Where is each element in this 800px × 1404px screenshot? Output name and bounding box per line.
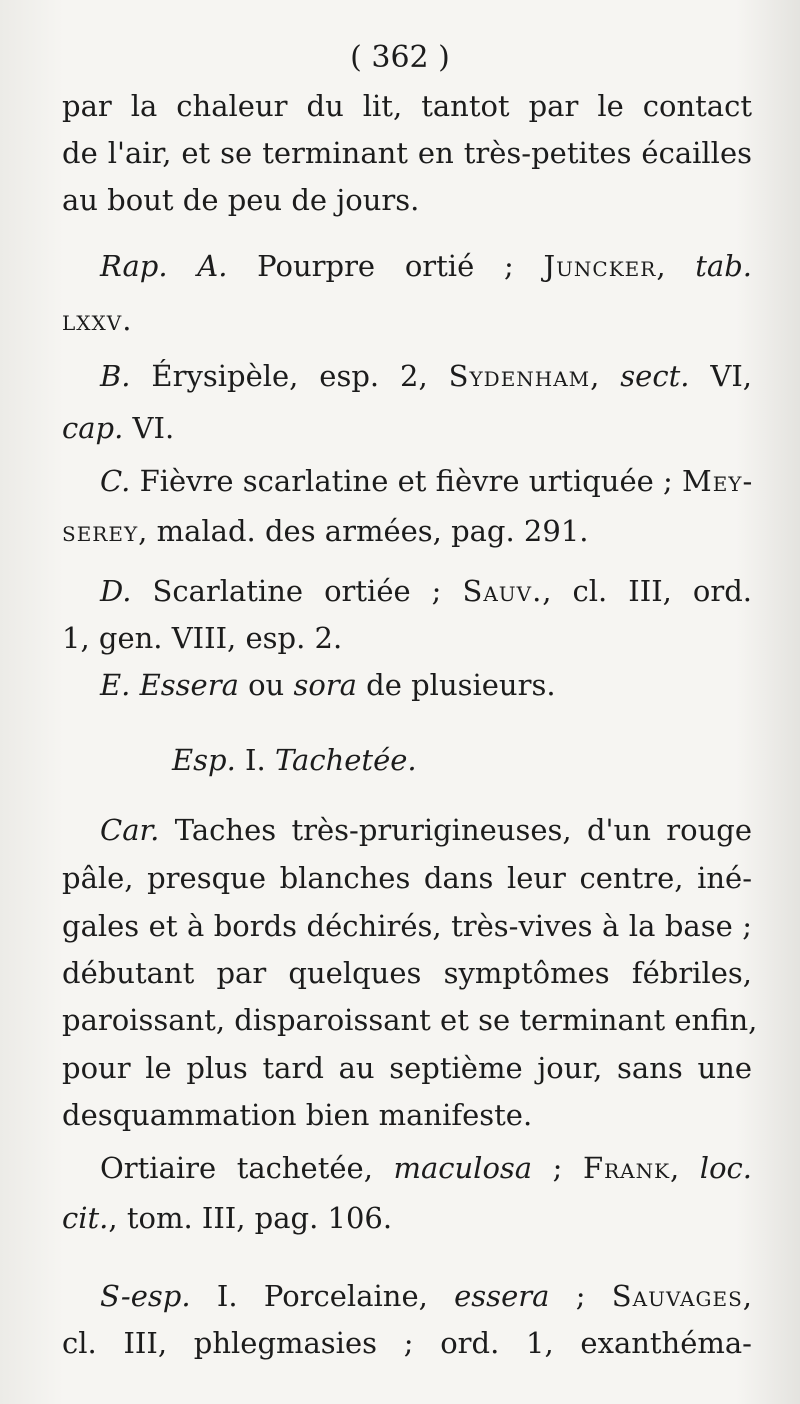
text-run: Pourpre ortié ; [227,249,544,283]
text-run: sect. [620,359,690,393]
text-run: E. [100,668,131,702]
text-run: maculosa [393,1151,533,1185]
text-run: I. Porcelaine, [190,1279,455,1313]
text-run: Sauvages [611,1279,743,1313]
text-run: 1, gen. VIII, esp. 2. [62,621,343,655]
text-run: Ortiaire tachetée, [100,1151,394,1185]
text-run: , [742,1279,752,1313]
text-line [62,860,752,896]
text-run: Mey- [682,464,754,498]
text-run: loc. [699,1151,752,1185]
text-run: Essera [139,668,239,702]
text-run: , [670,1151,700,1185]
text-line [62,410,752,446]
text-line [62,620,752,656]
text-run: Taches très-prurigineuses, d'un rouge [159,813,752,847]
text-run: S-esp. [100,1279,191,1313]
text-run: Esp. [172,743,236,777]
text-line [62,135,752,171]
text-run: Rap. A. [100,249,228,283]
text-run: D. [100,574,132,608]
text-line [62,1097,752,1133]
text-run: paroissant, disparoissant et se terminant enfin, [62,1003,758,1037]
page-number: ( 362 ) [350,40,450,75]
text-run: cap. [62,411,124,445]
text-run: essera [454,1279,550,1313]
text-line [62,358,752,394]
text-run: Scarlatine ortiée ; [131,574,463,608]
text-line [62,573,752,609]
text-run: , tom. III, pag. 106. [108,1201,393,1235]
text-run: I. [235,743,275,777]
text-run: sora [293,668,357,702]
text-run: pour le plus tard au septième jour, sans une [62,1051,752,1085]
text-run: cl. III, phlegmasies ; ord. 1, exanthéma- [62,1326,752,1360]
text-run: Juncker [543,249,657,283]
text-run: serey [62,514,139,548]
text-line [62,1325,752,1361]
text-run: par la chaleur du lit, tantot par le contact [62,89,752,123]
text-line [62,908,752,944]
text-run: tab. [695,249,752,283]
text-run: desquammation bien manifeste. [62,1098,533,1132]
text-line [62,182,752,218]
text-line [62,248,752,284]
text-run: gales et à bords déchirés, très-vives à la base ; [62,909,752,943]
text-run: Fièvre scarlatine et fièvre urtiquée ; [130,464,683,498]
text-line [62,302,752,338]
text-run: Érysipèle, esp. 2, [130,359,449,393]
text-run: de plusieurs. [356,668,556,702]
text-run: , malad. des armées, pag. 291. [138,514,589,548]
text-line [62,742,752,778]
text-line [62,667,752,703]
text-line [62,955,752,991]
text-line [62,88,752,124]
text-line [62,1050,752,1086]
text-run: ; [532,1151,583,1185]
text-run: Sauv. [462,574,543,608]
text-run: pâle, presque blanches dans leur centre, iné- [62,861,752,895]
text-line [62,1150,752,1186]
text-run: lxxv. [62,303,133,337]
text-run: Car. [100,813,160,847]
text-run: cit. [62,1201,109,1235]
text-run: de l'air, et se terminant en très-petites écailles [62,136,752,170]
text-run: Sydenham [448,359,591,393]
text-run: VI, [689,359,752,393]
text-run: , [656,249,696,283]
text-run: VI. [123,411,175,445]
text-run: Frank [582,1151,671,1185]
text-run: B. [100,359,131,393]
text-run: débutant par quelques symptômes fébriles, [62,956,752,990]
text-run: , [590,359,621,393]
text-run: ou [238,668,294,702]
text-run [130,668,139,702]
text-run: Tachetée. [274,743,417,777]
text-run: , cl. III, ord. [542,574,752,608]
text-run: C. [100,464,131,498]
text-line [62,513,752,549]
text-line [62,1278,752,1314]
text-line [62,463,752,499]
text-line [62,812,752,848]
text-run: au bout de peu de jours. [62,183,420,217]
text-line [62,1200,752,1236]
text-line [62,1002,758,1038]
text-run: ; [549,1279,612,1313]
